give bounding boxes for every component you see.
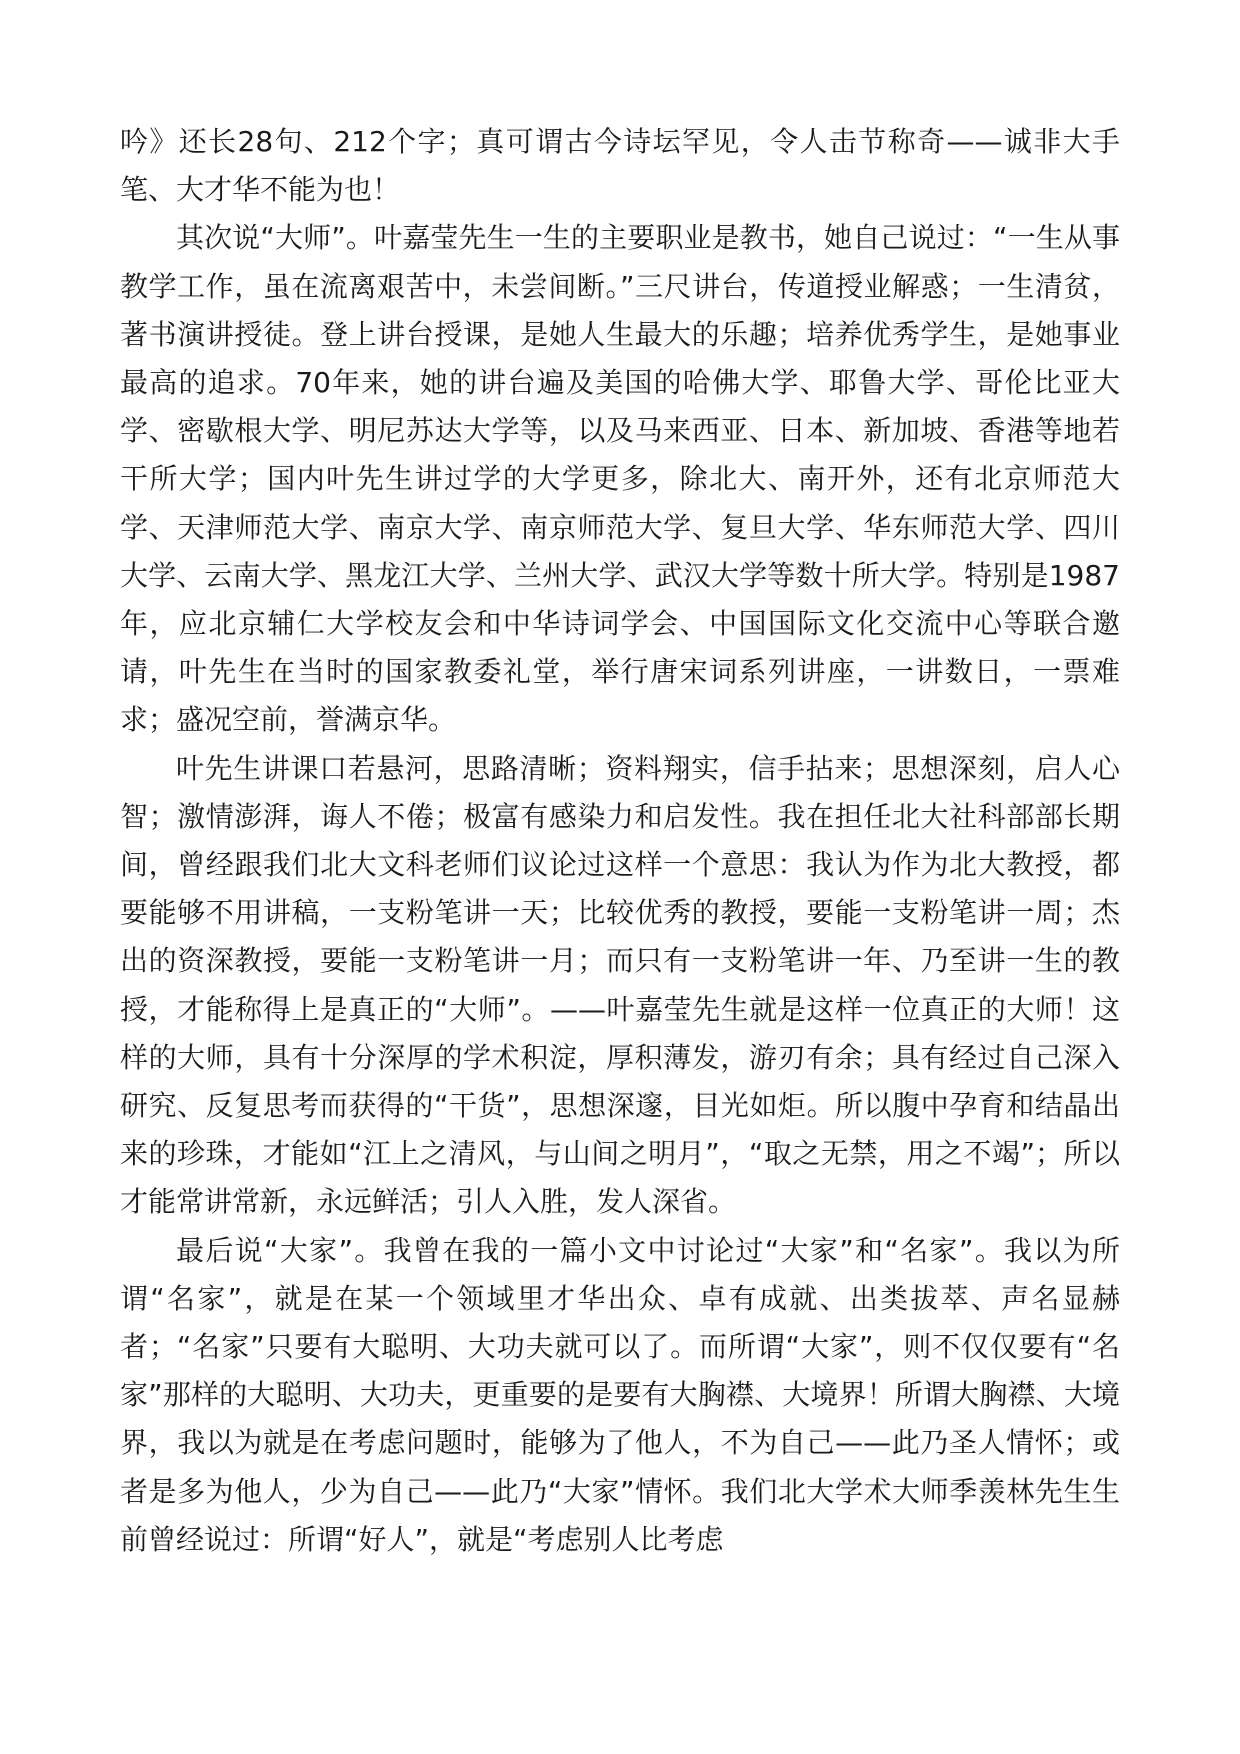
paragraph-2: 其次说“大师”。叶嘉莹先生一生的主要职业是教书，她自己说过：“一生从事教学工作，虽在流离艰苦中，未尝间断。”三尺讲台，传道授业解惑；一生清贫，著书演讲授徒。登上讲台授课，是她人生最大的乐趣；培养优秀学生，是她事业最高的追求。70年来，她的讲台遍及美国的哈佛大学、耶鲁大学、哥伦比亚大学、密歇根大学、明尼苏达大学等，以及马来西亚、日本、新加坡、香港等地若干所大学；国内叶先生讲过学的大学更多，除北大、南开外，还有北京师范大学、天津师范大学、南京大学、南京师范大学、复旦大学、华东师范大学、四川大学、云南大学、黑龙江大学、兰州大学、武汉大学等数十所大学。特别是1987年，应北京辅仁大学校友会和中华诗词学会、中国国际文化交流中心等联合邀请，叶先生在当时的国家教委礼堂，举行唐宋词系列讲座，一讲数日，一票难求；盛况空前，誉满京华。: [120, 221, 1120, 737]
paragraph-4: 最后说“大家”。我曾在我的一篇小文中讨论过“大家”和“名家”。我以为所谓“名家”，就是在某一个领域里才华出众、卓有成就、出类拔萃、声名显赫者；“名家”只要有大聪明、大功夫就可以了。而所谓“大家”，则不仅仅要有“名家”那样的大聪明、大功夫，更重要的是要有大胸襟、大境界！所谓大胸襟、大境界，我以为就是在考虑问题时，能够为了他人，不为自己——此乃圣人情怀；或者是多为他人，少为自己——此乃“大家”情怀。我们北大学术大师季羡林先生生前曾经说过：所谓“好人”，就是“考虑别人比考虑: [120, 1233, 1120, 1556]
paragraph-1: 吟》还长28句、212个字；真可谓古今诗坛罕见，令人击节称奇——诚非大手笔、大才华不能为也！: [120, 125, 1120, 207]
document-page: [120, 118, 1120, 1564]
paragraph-3: 叶先生讲课口若悬河，思路清晰；资料翔实，信手拈来；思想深刻，启人心智；激情澎湃，诲人不倦；极富有感染力和启发性。我在担任北大社科部部长期间，曾经跟我们北大文科老师们议论过这样一个意思：我认为作为北大教授，都要能够不用讲稿，一支粉笔讲一天；比较优秀的教授，要能一支粉笔讲一周；杰出的资深教授，要能一支粉笔讲一月；而只有一支粉笔讲一年、乃至讲一生的教授，才能称得上是真正的“大师”。——叶嘉莹先生就是这样一位真正的大师！这样的大师，具有十分深厚的学术积淀，厚积薄发，游刃有余；具有经过自己深入研究、反复思考而获得的“干货”，思想深邃，目光如炬。所以腹中孕育和结晶出来的珍珠，才能如“江上之清风，与山间之明月”，“取之无禁，用之不竭”；所以才能常讲常新，永远鲜活；引人入胜，发人深省。: [120, 751, 1120, 1219]
